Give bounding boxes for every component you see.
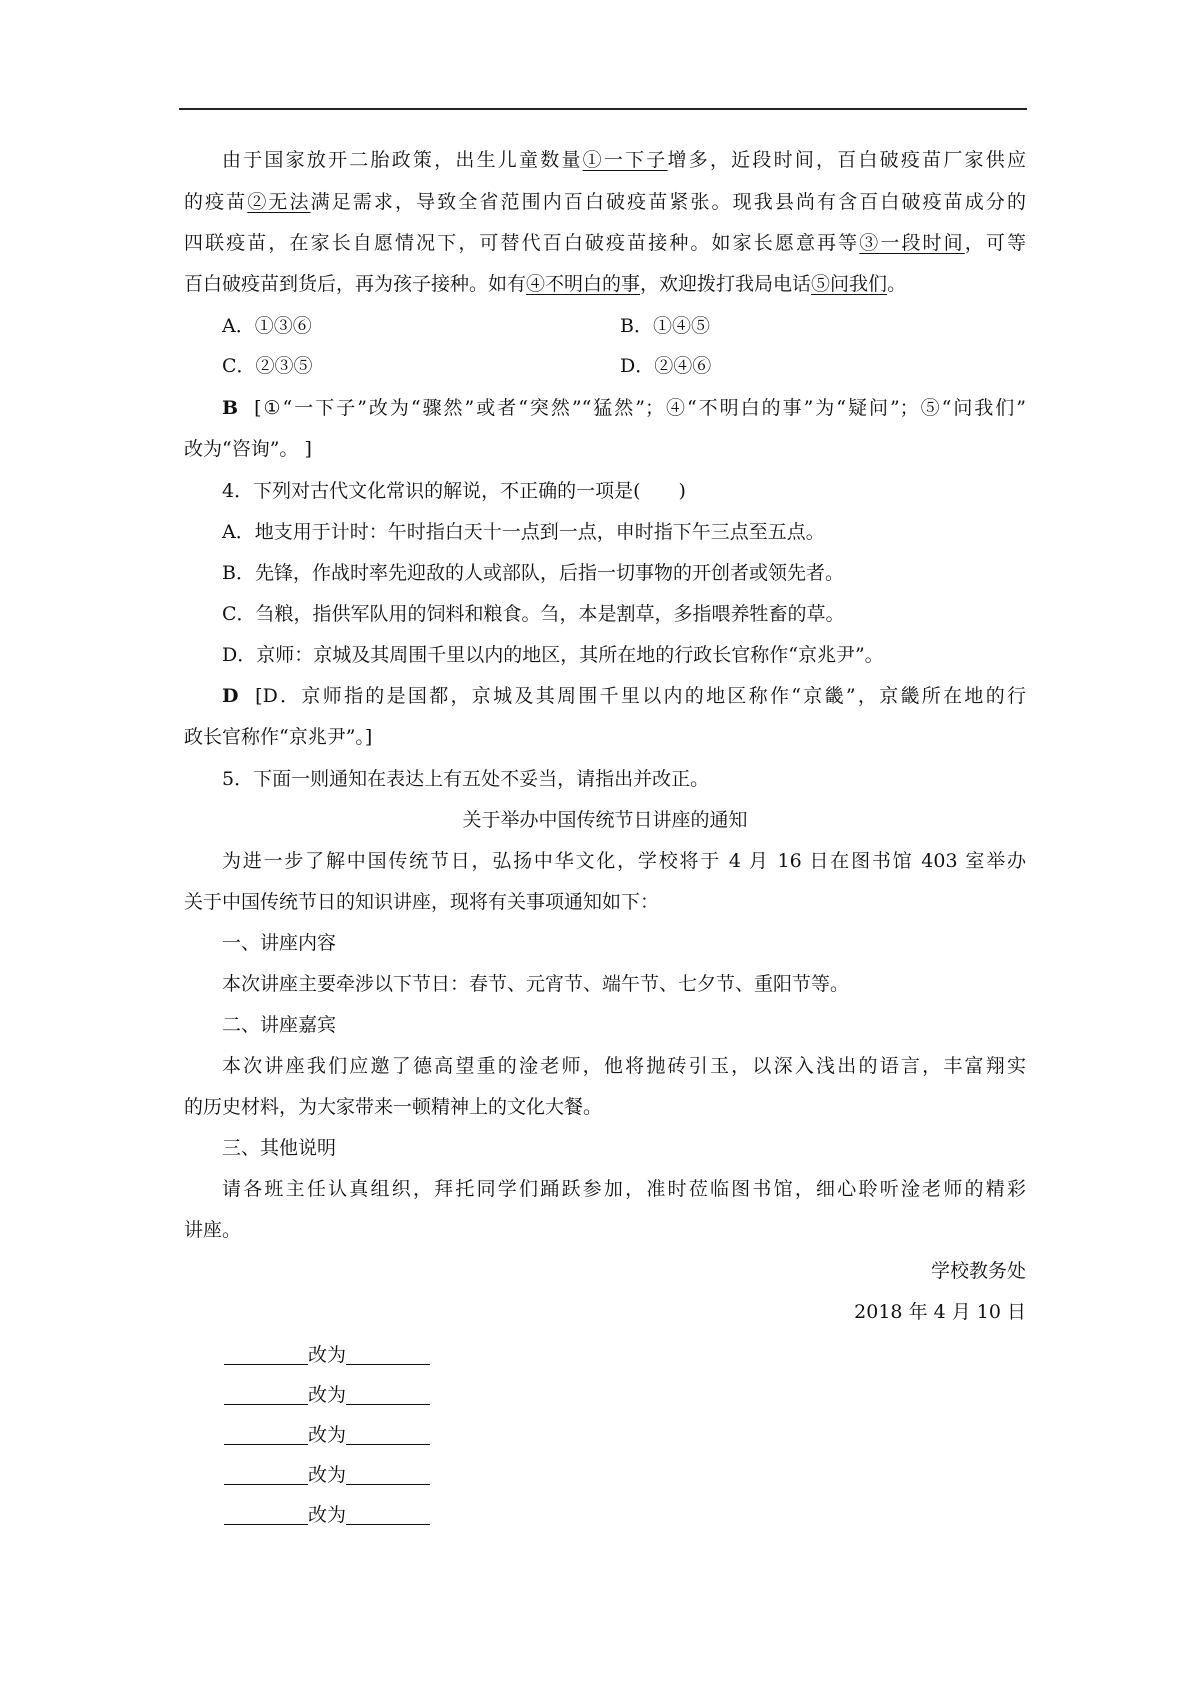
- blank-label: 改为: [308, 1384, 347, 1406]
- q3-underline-5: ⑤问我们: [811, 273, 888, 295]
- q3-text: 四联疫苗，在家长自愿情况下，可替代百白破疫苗接种。如家长愿意再等: [184, 232, 860, 254]
- notice-content-3-line-1: [184, 1176, 1026, 1202]
- q3-underline-4: ④不明白的事: [526, 273, 641, 295]
- notice-body-line-2: 关于中国传统节日的知识讲座，现将有关事项通知如下：: [184, 891, 660, 913]
- q3-passage-line-1: [184, 147, 1026, 173]
- q3-answer-letter: B: [222, 397, 239, 419]
- notice-heading-2: 二、讲座嘉宾: [222, 1014, 337, 1036]
- answer-blank-row-5: [224, 1502, 1066, 1528]
- q5-stem: 5．下面一则通知在表达上有五处不妥当，请指出并改正。: [222, 768, 710, 790]
- blank-label: 改为: [308, 1464, 347, 1486]
- blank-correction-4[interactable]: [346, 1464, 430, 1485]
- q4-option-b: B．先锋，作战时率先迎敌的人或部队，后指一切事物的开创者或领先者。: [222, 562, 844, 584]
- notice-content-1: 本次讲座主要牵涉以下节日：春节、元宵节、端午节、七夕节、重阳节等。: [222, 973, 850, 995]
- q3-underline-1: ①一下子: [582, 149, 668, 171]
- notice-text: 为进一步了解中国传统节日，弘扬中华文化，学校将于 4 月 16 日在图书馆 403 室举办: [222, 850, 1026, 872]
- notice-content-3-line-2: 讲座。: [184, 1219, 242, 1241]
- blank-correction-1[interactable]: [346, 1344, 430, 1365]
- q3-text: 。: [887, 273, 907, 295]
- q3-text: 的疫苗: [184, 191, 248, 213]
- q4-option-a: A．地支用于计时：午时指白天十一点到一点，申时指下午三点至五点。: [222, 521, 825, 543]
- q3-passage-line-2: [184, 189, 1026, 215]
- blank-original-2[interactable]: [224, 1384, 308, 1405]
- notice-text: 本次讲座我们应邀了德高望重的淦老师，他将抛砖引玉，以深入浅出的语言，丰富翔实: [222, 1055, 1026, 1077]
- answer-blank-row-4: [224, 1462, 1066, 1488]
- blank-original-1[interactable]: [224, 1344, 308, 1365]
- q3-underline-2: ②无法: [247, 191, 311, 213]
- notice-signature: 学校教务处: [930, 1260, 1026, 1282]
- blank-correction-2[interactable]: [346, 1384, 430, 1405]
- blank-original-5[interactable]: [224, 1504, 308, 1525]
- q3-text: 增多，近段时间，百白破疫苗厂家供应: [667, 149, 1026, 171]
- notice-content-2-line-1: [184, 1053, 1026, 1079]
- q3-option-c: C．②③⑤: [222, 355, 313, 377]
- notice-heading-1: 一、讲座内容: [222, 932, 337, 954]
- blank-original-4[interactable]: [224, 1464, 308, 1485]
- q3-answer-line-2: 改为“咨询”。 ]: [184, 438, 312, 460]
- notice-date: 2018 年 4 月 10 日: [854, 1301, 1026, 1323]
- blank-label: 改为: [308, 1504, 347, 1526]
- q3-passage-line-3: [184, 230, 1026, 256]
- q4-option-d: D．京师：京城及其周围千里以内的地区，其所在地的行政长官称作“京兆尹”。: [222, 644, 884, 666]
- q3-text: 满足需求，导致全省范围内百白破疫苗紧张。现我县尚有含百白破疫苗成分的: [310, 191, 1026, 213]
- notice-text: 请各班主任认真组织，拜托同学们踊跃参加，准时莅临图书馆，细心聆听淦老师的精彩: [222, 1178, 1026, 1200]
- answer-blank-row-3: [224, 1422, 1066, 1448]
- answer-blank-row-1: [224, 1342, 1066, 1368]
- q4-option-c: C．刍粮，指供军队用的饲料和粮食。刍，本是割草，多指喂养牲畜的草。: [222, 603, 845, 625]
- notice-body-line-1: [184, 848, 1026, 874]
- q3-text: 由于国家放开二胎政策，出生儿童数量: [222, 149, 583, 171]
- blank-label: 改为: [308, 1344, 347, 1366]
- q3-option-b: B．①④⑤: [620, 315, 710, 337]
- answer-blank-row-2: [224, 1382, 1066, 1408]
- notice-title: 关于举办中国传统节日讲座的通知: [462, 809, 748, 831]
- q3-text: 百白破疫苗到货后，再为孩子接种。如有: [184, 273, 527, 295]
- header-rule: [179, 108, 1027, 110]
- blank-correction-5[interactable]: [346, 1504, 430, 1525]
- q4-stem: 4．下列对古代文化常识的解说，不正确的一项是( ): [222, 480, 686, 502]
- blank-label: 改为: [308, 1424, 347, 1446]
- q3-option-d: D．②④⑥: [620, 355, 712, 377]
- q4-answer-text: [D．京师指的是国都，京城及其周围千里以内的地区称作“京畿”，京畿所在地的行: [255, 685, 1026, 707]
- q3-underline-3: ③一段时间: [859, 232, 965, 254]
- q3-answer-text: [①“一下子”改为“骤然”或者“突然”“猛然”；④“不明白的事”为“疑问”；⑤“问我们”: [254, 397, 1026, 419]
- q3-passage-line-4: [184, 271, 1026, 297]
- q3-option-a: A．①③⑥: [222, 315, 312, 337]
- notice-content-2-line-2: 的历史材料，为大家带来一顿精神上的文化大餐。: [184, 1096, 603, 1118]
- blank-original-3[interactable]: [224, 1424, 308, 1445]
- q4-answer-letter: D: [222, 685, 239, 707]
- q3-text: ，可等: [964, 232, 1026, 254]
- q3-text: ，欢迎拨打我局电话: [640, 273, 812, 295]
- q4-answer-line-1: [184, 683, 1026, 709]
- notice-heading-3: 三、其他说明: [222, 1137, 337, 1159]
- q4-answer-line-2: 政长官称作“京兆尹”。]: [184, 726, 373, 748]
- q3-answer-line-1: [184, 395, 1026, 421]
- blank-correction-3[interactable]: [346, 1424, 430, 1445]
